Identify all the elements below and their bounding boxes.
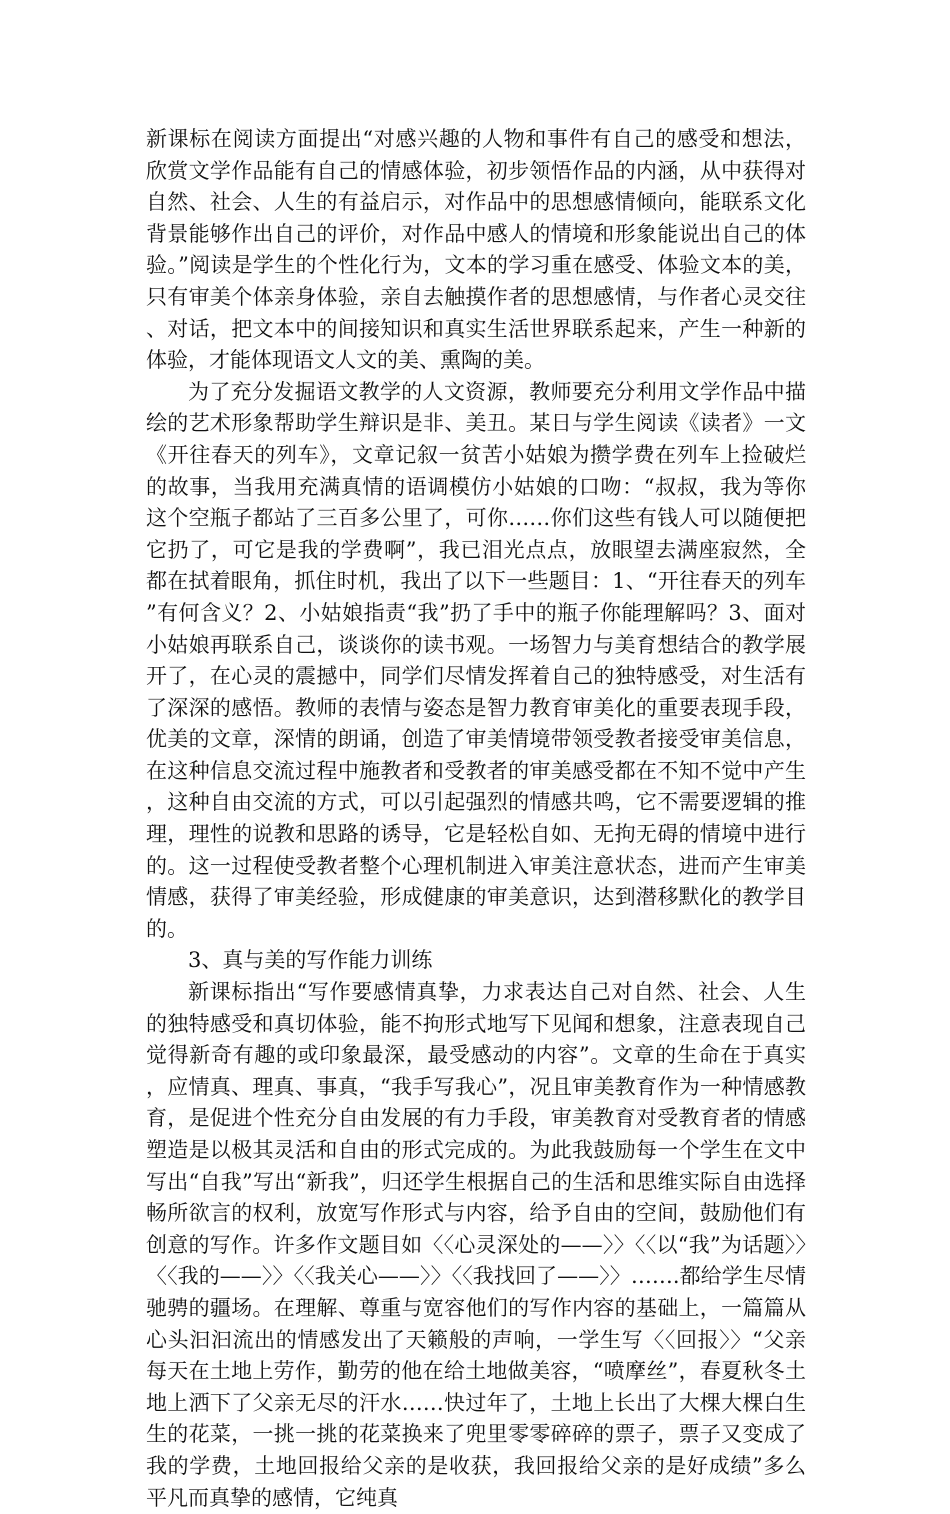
paragraph-humanistic-resources: 为了充分发掘语文教学的人文资源，教师要充分利用文学作品中描绘的艺术形象帮助学生辩识是非、美丑。某日与学生阅读《读者》一文《开往春天的列车》，文章记叙一贫苦小姑娘为攒学费在列车上捡破烂的故事，当我用充满真情的语调模仿小姑娘的口吻：“叔叔，我为等你这个空瓶子都站了三百多公里了，可你……你们这些有钱人可以随便把它扔了，可它是我的学费啊”，我已泪光点点，放眼望去满座寂然，全都在拭着眼角，抓住时机，我出了以下一些题目：1、“开往春天的列车”有何含义？2、小姑娘指责“我”扔了手中的瓶子你能理解吗？3、面对小姑娘再联系自己，谈谈你的读书观。一场智力与美育想结合的教学展开了，在心灵的震撼中，同学们尽情发挥着自己的独特感受，对生活有了深深的感悟。教师的表情与姿态是智力教育审美化的重要表现手段，优美的文章，深情的朗诵，创造了审美情境带领受教者接受审美信息，在这种信息交流过程中施教者和受教者的审美感受都在不知不觉中产生，这种自由交流的方式，可以引起强烈的情感共鸣，它不需要逻辑的推理，理性的说教和思路的诱导，它是轻松自如、无拘无碍的情境中进行的。这一过程使受教者整个心理机制进入审美注意状态，进而产生审美情感，获得了审美经验，形成健康的审美意识，达到潜移默化的教学目的。	[146, 379, 806, 941]
document-page	[146, 124, 806, 1514]
section-heading-writing: 3、真与美的写作能力训练	[188, 948, 433, 973]
paragraph-reading-standard: 新课标在阅读方面提出“对感兴趣的人物和事件有自己的感受和想法，欣赏文学作品能有自己的情感体验，初步领悟作品的内涵，从中获得对自然、社会、人生的有益启示，对作品中的思想感情倾向，能联系文化背景能够作出自己的评价，对作品中感人的情境和形象能说出自己的体验。”阅读是学生的个性化行为，文本的学习重在感受、体验文本的美，只有审美个体亲身体验，亲自去触摸作者的思想感情，与作者心灵交往、对话，把文本中的间接知识和真实生活世界联系起来，产生一种新的体验，才能体现语文人文的美、熏陶的美。	[146, 127, 806, 373]
paragraph-writing-standard: 新课标指出“写作要感情真挚，力求表达自己对自然、社会、人生的独特感受和真切体验，能不拘形式地写下见闻和想象，注意表现自己觉得新奇有趣的或印象最深，最受感动的内容”。文章的生命在于真实，应情真、理真、事真，“我手写我心”，况且审美教育作为一种情感教育，是促进个性充分自由发展的有力手段，审美教育对受教育者的情感塑造是以极其灵活和自由的形式完成的。为此我鼓励每一个学生在文中写出“自我”写出“新我”，归还学生根据自己的生活和思维实际自由选择畅所欲言的权利，放宽写作形式与内容，给予自由的空间，鼓励他们有创意的写作。许多作文题目如〈〈心灵深处的——〉〉〈〈以“我”为话题〉〉〈〈我的——〉〉〈〈我关心——〉〉〈〈我找回了——〉〉…….都给学生尽情驰骋的疆场。在理解、尊重与宽容他们的写作内容的基础上，一篇篇从心头汩汩流出的情感发出了天籁般的声响，一学生写〈〈回报〉〉“父亲每天在土地上劳作，勤劳的他在给土地做美容，“喷摩丝”，春夏秋冬土地上洒下了父亲无尽的汗水……快过年了，土地上长出了大棵大棵白生生的花菜，一挑一挑的花菜换来了兜里零零碎碎的票子，票子又变成了我的学费，土地回报给父亲的是收获，我回报给父亲的是好成绩”多么平凡而真挚的感情，它纯真	[146, 980, 806, 1510]
